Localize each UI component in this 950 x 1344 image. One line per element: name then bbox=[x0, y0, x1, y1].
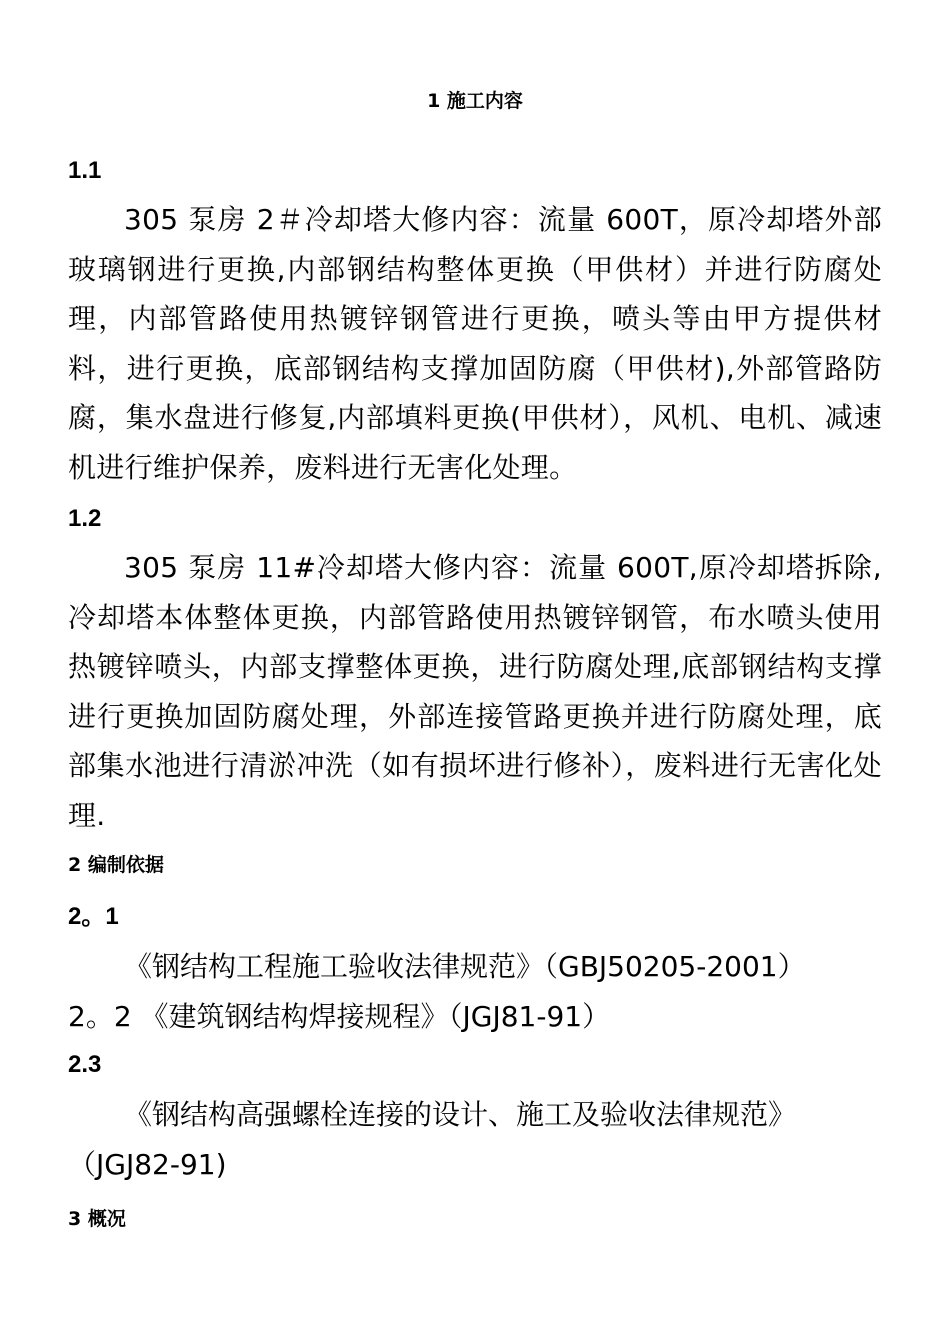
paragraph-1-1: 305 泵房 2＃冷却塔大修内容：流量 600T，原冷却塔外部玻璃钢进行更换,内部钢结构整体更换（甲供材）并进行防腐处理，内部管路使用热镀锌钢管进行更换，喷头等由甲方提供材料，进行更换，底部钢结构支撑加固防腐（甲供材),外部管路防腐，集水盘进行修复,内部填料更换(甲供材），风机、电机、减速机进行维护保养，废料进行无害化处理。 bbox=[68, 203, 882, 484]
reference-2-1: 《钢结构工程施工验收法律规范》（GBJ50205-2001） bbox=[124, 950, 806, 983]
section-heading-3: 3 概况 bbox=[68, 1208, 126, 1230]
section-heading-2: 2 编制依据 bbox=[68, 854, 164, 876]
section-number-1-2: 1.2 bbox=[68, 505, 102, 532]
section-number-2-1: 2。1 bbox=[68, 903, 119, 930]
page-title: 1 施工内容 bbox=[427, 90, 523, 112]
paragraph-1-2: 305 泵房 11#冷却塔大修内容：流量 600T,原冷却塔拆除,冷却塔本体整体更换，内部管路使用热镀锌钢管，布水喷头使用热镀锌喷头，内部支撑整体更换，进行防腐处理,底部钢结构支撑进行更换加固防腐处理，外部连接管路更换并进行防腐处理，底部集水池进行清淤冲洗（如有损坏进行修补），废料进行无害化处理. bbox=[68, 551, 882, 832]
section-number-1-1: 1.1 bbox=[68, 157, 102, 184]
section-number-2-3: 2.3 bbox=[68, 1051, 102, 1078]
reference-2-2: 2。2 《建筑钢结构焊接规程》（JGJ81-91） bbox=[68, 1000, 611, 1033]
reference-2-3: 《钢结构高强螺栓连接的设计、施工及验收法律规范》（JGJ82-91) bbox=[68, 1098, 797, 1181]
